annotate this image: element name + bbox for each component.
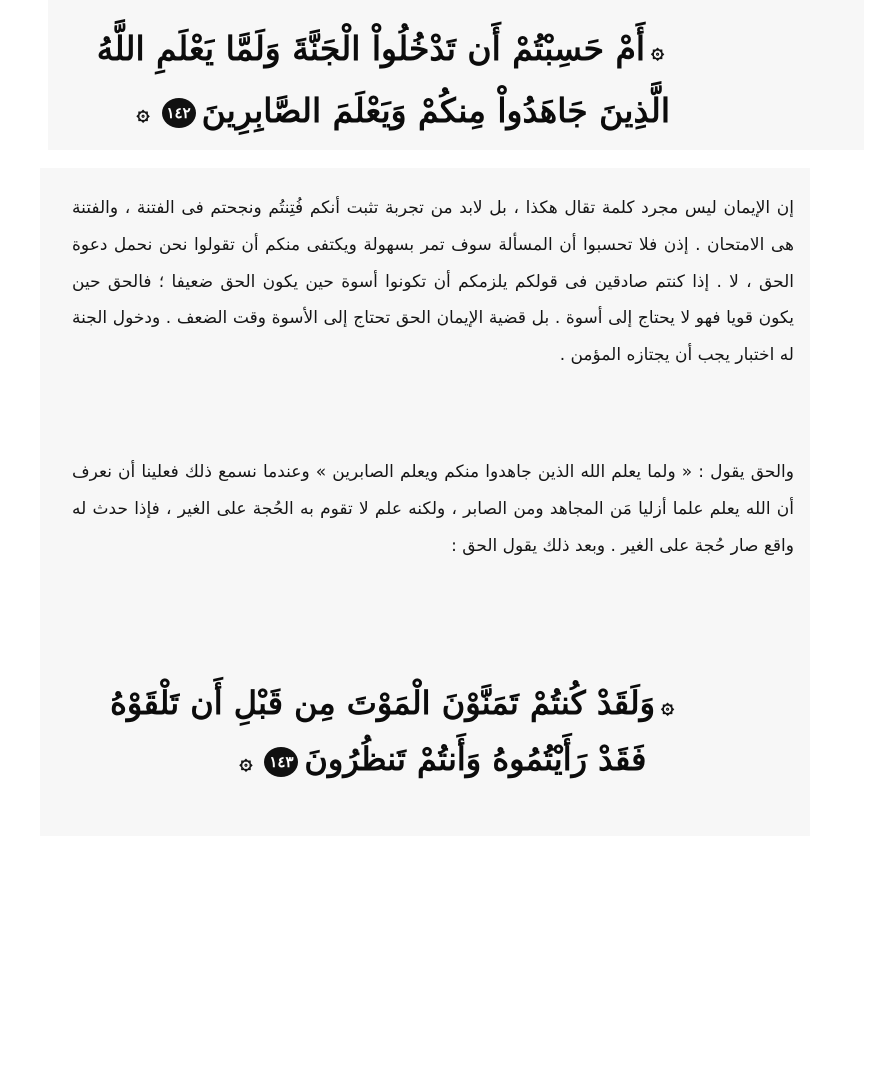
commentary-paragraph: والحق يقول : « ولما يعلم الله الذين جاهدوا منكم ويعلم الصابرين » وعندما نسمع ذلك فعلينا أن نعرف أن الله يعلم علما أزليا مَن المجاهد ومن الصابر ، ولكنه علم لا تقوم به الحُجة على الغير ، فإذا حدث له واقع صار حُجة على الغير . وبعد ذلك يقول الحق : [72,462,794,556]
verse-text: الَّذِينَ جَاهَدُواْ مِنكُمْ وَيَعْلَمَ الصَّابِرِينَ [201,91,670,130]
verse-text: وَلَقَدْ كُنتُمْ تَمَنَّوْنَ الْمَوْتَ مِن قَبْلِ أَن تَلْقَوْهُ [110,684,656,722]
verse-open-ornament-icon: ۞ [661,692,674,719]
verse-open-ornament-icon: ۞ [651,38,664,64]
quran-verse-142 [96,18,670,138]
verse-line [110,684,680,722]
ayah-number-badge: ١٤٢ [162,98,196,128]
verse-line [200,740,680,778]
verse-close-ornament-icon: ۞ [136,100,150,126]
verse-line [136,91,670,130]
verse-line [96,29,670,68]
ayah-number-badge: ١٤٣ [264,747,298,777]
verse-text: فَقَدْ رَأَيْتُمُوهُ وَأَنتُمْ تَنظُرُونَ [304,740,647,778]
verse-text: أَمْ حَسِبْتُمْ أَن تَدْخُلُواْ الْجَنَّةَ وَلَمَّا يَعْلَمِ اللَّهُ [96,29,646,68]
commentary-paragraph: إن الإيمان ليس مجرد كلمة تقال هكذا ، بل لابد من تجربة تثبت أنكم فُتِنتُم ونجحتم فى الفتنة ، والفتنة هى الامتحان . إذن فلا تحسبوا أن المسألة سوف تمر بسهولة ويكتفى منكم أن تقولوا نحن نحمل دعوة الحق ، لا . إذا كنتم صادقين فى قولكم يلزمكم أن تكونوا أسوة حين يكون الحق ضعيفا ؛ فالحق حين يكون قويا فهو لا يحتاج إلى أسوة . بل قضية الإيمان الحق تحتاج إلى الأسوة وقت الضعف . ودخول الجنة له اختبار يجب أن يجتازه المؤمن . [72,198,794,366]
quran-verse-143 [110,675,680,795]
verse-close-ornament-icon: ۞ [239,748,253,775]
